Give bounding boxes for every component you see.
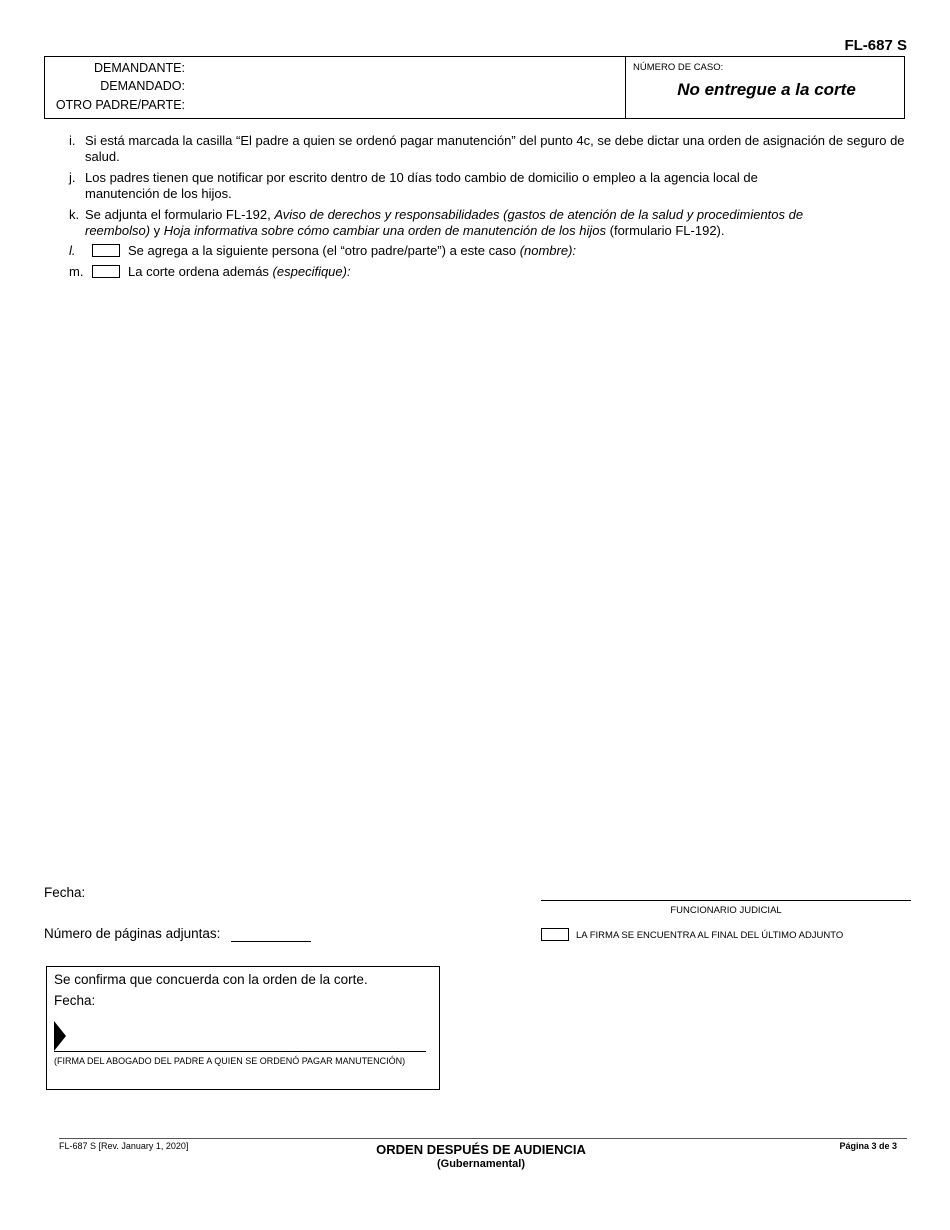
item-l-letter: l.	[69, 243, 76, 258]
item-i-letter: i.	[69, 133, 76, 148]
attorney-signature-caption: (FIRMA DEL ABOGADO DEL PADRE A QUIEN SE ORDENÓ PAGAR MANUTENCIÓN)	[54, 1056, 406, 1066]
other-party-label: OTRO PADRE/PARTE:	[55, 98, 185, 112]
item-j	[69, 170, 829, 202]
item-m-letter: m.	[69, 264, 84, 279]
item-k	[69, 207, 869, 239]
signature-follows-checkbox[interactable]	[541, 928, 569, 941]
item-l-checkbox[interactable]	[92, 244, 120, 257]
form-revision: FL-687 S [Rev. January 1, 2020]	[59, 1141, 189, 1151]
footer-divider	[59, 1138, 907, 1139]
item-l-name-hint: (nombre):	[519, 243, 577, 258]
date-label: Fecha:	[44, 885, 86, 900]
signature-arrow-icon	[54, 1021, 68, 1051]
item-l-label: Se agrega a la siguiente persona (el “otro padre/parte”) a este caso	[128, 243, 520, 258]
footer-subtitle: (Gubernamental)	[436, 1158, 525, 1170]
case-number-label: NÚMERO DE CASO:	[633, 62, 724, 73]
item-i-text: Si está marcada la casilla “El padre a quien se ordenó pagar manutención” del punto 4c, se debe dictar una orden de asignación de seguro de salud.	[85, 133, 905, 164]
judicial-officer-signature-line[interactable]	[541, 900, 911, 901]
item-j-text: Los padres tienen que notificar por escrito dentro de 10 días todo cambio de domicilio o empleo a la agencia local de manutención de los hijos.	[85, 170, 758, 201]
item-m-specify-hint: (especifique):	[272, 264, 351, 279]
item-j-letter: j.	[69, 170, 76, 185]
item-k-form-title-2: Hoja informativa sobre cómo cambiar una orden de manutención de los hijos	[163, 223, 607, 238]
party-section	[45, 57, 625, 118]
caption-divider	[625, 57, 626, 118]
item-k-text-mid: y	[150, 223, 164, 238]
pages-attached-label: Número de páginas adjuntas:	[44, 926, 221, 941]
item-k-text-pre: Se adjunta el formulario FL-192,	[85, 207, 275, 222]
item-m-checkbox[interactable]	[92, 265, 120, 278]
attorney-date-label: Fecha:	[54, 993, 96, 1008]
case-caption-box	[44, 56, 905, 119]
attorney-signature-line[interactable]	[54, 1051, 426, 1052]
respondent-label: DEMANDADO:	[100, 79, 185, 93]
item-k-text-post: (formulario FL-192).	[606, 223, 725, 238]
item-m	[69, 264, 905, 282]
item-k-letter: k.	[69, 207, 80, 222]
pages-attached-field[interactable]	[231, 941, 311, 942]
petitioner-label: DEMANDANTE:	[94, 61, 185, 75]
footer-title: ORDEN DESPUÉS DE AUDIENCIA	[376, 1142, 586, 1157]
item-l	[69, 243, 905, 261]
item-k-text	[85, 207, 869, 239]
item-m-text	[128, 264, 905, 280]
item-m-label: La corte ordena además	[128, 264, 273, 279]
form-number: FL-687 S	[844, 37, 907, 54]
page-number: Página 3 de 3	[839, 1141, 897, 1151]
item-i	[69, 133, 905, 165]
confirm-text: Se confirma que concuerda con la orden de la corte.	[54, 972, 368, 987]
item-k-form-title-1: Aviso de derechos y responsabilidades (gastos de atención de la salud y procedimientos de reembolso)	[85, 207, 804, 238]
judicial-officer-label: FUNCIONARIO JUDICIAL	[670, 905, 782, 916]
signature-follows-label: LA FIRMA SE ENCUENTRA AL FINAL DEL ÚLTIMO ADJUNTO	[576, 930, 844, 941]
attorney-confirmation-box	[46, 966, 440, 1090]
case-number-value: No entregue a la corte	[677, 80, 856, 99]
item-l-text	[128, 243, 905, 259]
